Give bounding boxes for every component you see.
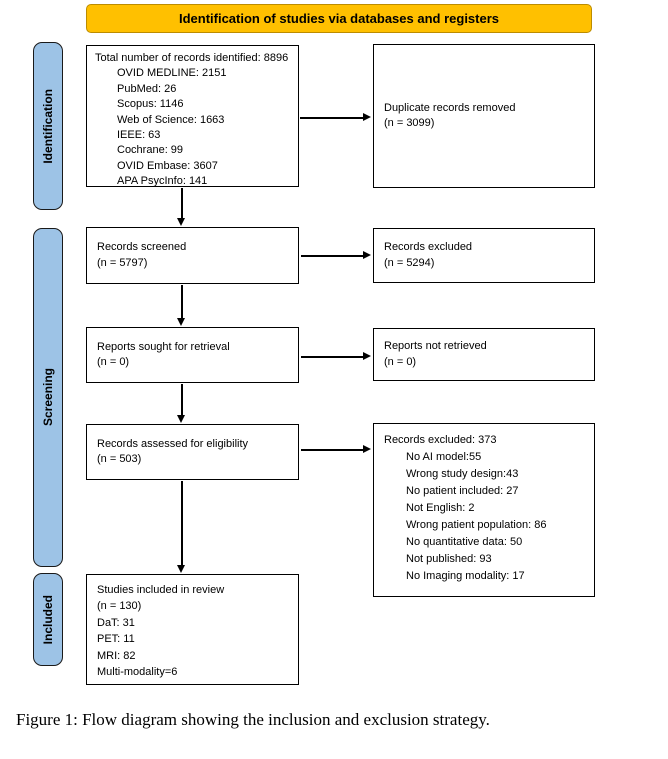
arrow-down-icon	[181, 481, 183, 566]
box-line: Records excluded	[384, 241, 473, 254]
box-reports-not-retrieved	[373, 328, 595, 381]
arrow-right-icon	[301, 356, 364, 358]
diagram-title-banner	[86, 4, 592, 33]
box-count: (n = 5294)	[384, 256, 435, 269]
exclusion-reason: No quantitative data: 50	[406, 536, 523, 548]
box-records-excluded	[373, 228, 595, 283]
source-count: OVID Embase: 3607	[117, 159, 218, 172]
box-records-screened	[86, 227, 299, 284]
box-count: (n = 3099)	[384, 117, 435, 129]
source-count: OVID MEDLINE: 2151	[117, 67, 227, 80]
exclusion-reason: No Imaging modality: 17	[406, 570, 525, 582]
stage-label-screening	[33, 228, 63, 567]
source-count: IEEE: 63	[117, 129, 161, 142]
box-title: Total number of records identified: 8896	[95, 52, 289, 64]
box-count: (n = 503)	[97, 453, 142, 465]
box-records-identified	[86, 45, 299, 187]
arrow-down-icon	[181, 285, 183, 319]
box-line: Records screened	[97, 241, 187, 254]
modality-count: MRI: 82	[97, 649, 136, 662]
box-line: Records assessed for eligibility	[97, 437, 249, 450]
box-reports-sought	[86, 327, 299, 383]
box-line: Studies included in review	[97, 584, 225, 596]
exclusion-reason: Not English: 2	[406, 502, 475, 514]
exclusion-reason: Not published: 93	[406, 553, 492, 565]
stage-label-included	[33, 573, 63, 666]
diagram-title: Identification of studies via databases and registers	[178, 11, 500, 26]
source-count: Cochrane: 99	[117, 144, 184, 157]
exclusion-reason: Wrong patient population: 86	[406, 519, 547, 531]
source-count: APA PsycInfo: 141	[117, 175, 208, 188]
figure-caption: Figure 1: Flow diagram showing the inclusion and exclusion strategy.	[16, 710, 490, 729]
arrow-right-icon	[301, 449, 364, 451]
box-title: Records excluded: 373	[384, 434, 497, 446]
exclusion-reason: Wrong study design:43	[406, 468, 519, 480]
arrow-right-icon	[300, 117, 364, 119]
source-count: Scopus: 1146	[117, 98, 184, 111]
box-records-assessed	[86, 424, 299, 480]
box-count: (n = 0)	[384, 355, 417, 368]
stage-label-text: Identification	[41, 88, 55, 164]
modality-count: Multi-modality=6	[97, 666, 178, 679]
modality-count: PET: 11	[97, 633, 135, 646]
box-studies-included	[86, 574, 299, 685]
box-line: Duplicate records removed	[384, 101, 516, 114]
arrow-down-icon	[181, 384, 183, 416]
box-duplicates-removed	[373, 44, 595, 188]
arrow-down-icon	[181, 188, 183, 219]
source-count: PubMed: 26	[117, 82, 177, 95]
stage-label-text: Screening	[41, 368, 55, 427]
exclusion-reason: No AI model:55	[406, 451, 482, 463]
arrow-right-icon	[301, 255, 364, 257]
box-count: (n = 0)	[97, 356, 130, 368]
box-count: (n = 130)	[97, 600, 142, 613]
box-line: Reports sought for retrieval	[97, 340, 230, 353]
source-count: Web of Science: 1663	[117, 113, 225, 126]
stage-label-identification	[33, 42, 63, 210]
box-line: Reports not retrieved	[384, 340, 487, 353]
box-exclusion-reasons	[373, 423, 595, 597]
stage-label-text: Included	[41, 594, 55, 645]
modality-count: DaT: 31	[97, 616, 135, 629]
exclusion-reason: No patient included: 27	[406, 485, 519, 497]
box-count: (n = 5797)	[97, 256, 148, 269]
